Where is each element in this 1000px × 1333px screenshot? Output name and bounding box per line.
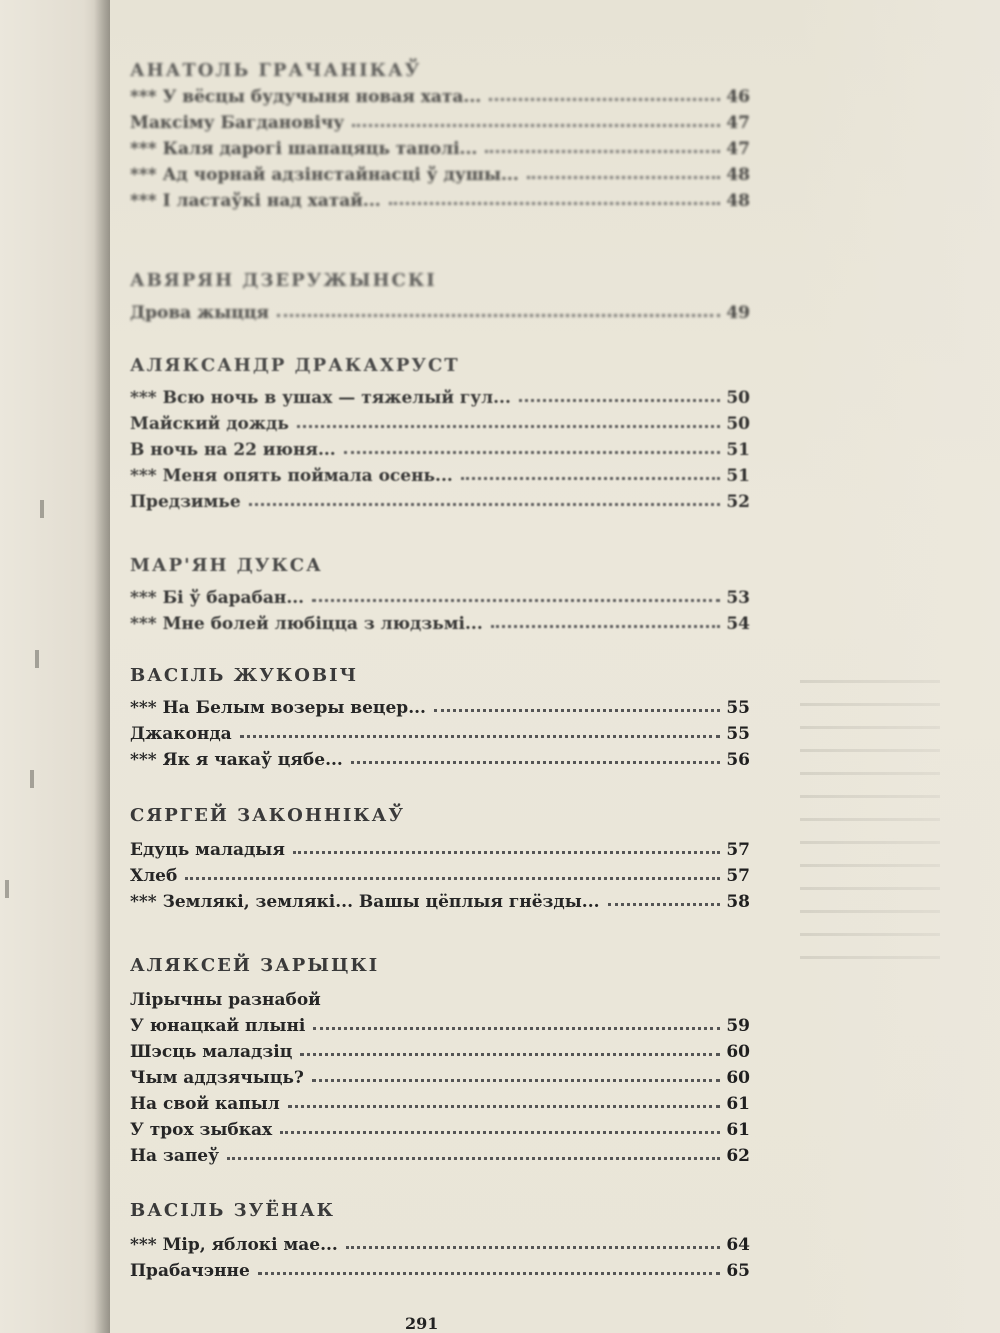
toc-entry bbox=[130, 582, 750, 608]
leader-dots bbox=[485, 150, 720, 153]
entry-page: 59 bbox=[726, 1016, 750, 1036]
entry-page: 60 bbox=[726, 1068, 750, 1088]
entry-title: *** На Белым возеры вецер... bbox=[130, 698, 426, 718]
entry-title: *** Всю ночь в ушах — тяжелый гул... bbox=[130, 388, 511, 408]
toc-entry bbox=[130, 382, 750, 408]
entry-title: *** Як я чакаў цябе... bbox=[130, 750, 343, 770]
toc-section bbox=[130, 355, 750, 512]
entry-title: *** Ад чорнай адзінстайнасці ў душы... bbox=[130, 165, 519, 185]
toc-entry bbox=[130, 297, 750, 323]
entry-title: В ночь на 22 июня... bbox=[130, 440, 336, 460]
entry-page: 54 bbox=[726, 614, 750, 634]
entry-page: 49 bbox=[726, 303, 750, 323]
leader-dots bbox=[608, 903, 720, 906]
entry-title: Максіму Багдановічу bbox=[130, 113, 345, 133]
leader-dots bbox=[344, 451, 720, 454]
entry-page: 52 bbox=[726, 492, 750, 512]
leader-dots bbox=[288, 1105, 720, 1108]
entry-title: Хлеб bbox=[130, 866, 178, 886]
page-number: 291 bbox=[405, 1314, 439, 1333]
leader-dots bbox=[352, 124, 720, 127]
toc-section bbox=[130, 805, 750, 912]
toc-entry bbox=[130, 1229, 750, 1255]
entry-title: *** Землякі, землякі... Вашы цёплыя гнёзды... bbox=[130, 892, 600, 912]
entry-page: 50 bbox=[726, 388, 750, 408]
leader-dots bbox=[312, 599, 720, 602]
toc-entry bbox=[130, 1114, 750, 1140]
leader-dots bbox=[346, 1246, 720, 1249]
leader-dots bbox=[351, 761, 720, 764]
toc-entry bbox=[130, 434, 750, 460]
toc-entry bbox=[130, 1255, 750, 1281]
author-name: АЛЯКСАНДР ДРАКАХРУСТ bbox=[130, 355, 460, 376]
toc-entry bbox=[130, 107, 750, 133]
leader-dots bbox=[461, 477, 720, 480]
entry-page: 51 bbox=[726, 466, 750, 486]
entry-page: 60 bbox=[726, 1042, 750, 1062]
entry-title: Едуць маладыя bbox=[130, 840, 285, 860]
entry-title: *** У вёсцы будучыня новая хата... bbox=[130, 87, 482, 107]
toc-section bbox=[130, 555, 750, 634]
author-name: АВЯРЯН ДЗЕРУЖЫНСКІ bbox=[130, 270, 437, 291]
entry-title: Прабачэнне bbox=[130, 1261, 250, 1281]
toc-entry bbox=[130, 692, 750, 718]
author-name: АЛЯКСЕЙ ЗАРЫЦКІ bbox=[130, 955, 380, 976]
entry-page: 48 bbox=[726, 165, 750, 185]
margin-mark bbox=[5, 880, 9, 898]
leader-dots bbox=[389, 202, 720, 205]
leader-dots bbox=[277, 314, 720, 317]
author-name: АНАТОЛЬ ГРАЧАНІКАЎ bbox=[130, 60, 422, 81]
leader-dots bbox=[491, 625, 720, 628]
entry-page: 48 bbox=[726, 191, 750, 211]
entry-page: 57 bbox=[726, 840, 750, 860]
entry-title: Дрова жыцця bbox=[130, 303, 269, 323]
entry-title: *** Мне болей любіцца з людзьмі... bbox=[130, 614, 483, 634]
entry-page: 62 bbox=[726, 1146, 750, 1166]
toc-entry bbox=[130, 185, 750, 211]
right-page bbox=[110, 0, 1000, 1333]
toc-entry bbox=[130, 886, 750, 912]
entry-page: 51 bbox=[726, 440, 750, 460]
leader-dots bbox=[489, 98, 720, 101]
toc-entry bbox=[130, 1062, 750, 1088]
toc-entry bbox=[130, 1140, 750, 1166]
entry-title: Предзимье bbox=[130, 492, 241, 512]
leader-dots bbox=[313, 1027, 720, 1030]
toc-entry bbox=[130, 460, 750, 486]
toc-section bbox=[130, 665, 750, 770]
toc-entry bbox=[130, 81, 750, 107]
entry-title: *** Бі ў барабан... bbox=[130, 588, 305, 608]
entry-title: Чым аддзячыць? bbox=[130, 1068, 304, 1088]
toc-entry bbox=[130, 486, 750, 512]
leader-dots bbox=[527, 176, 720, 179]
subtitle-text: Лірычны разнабой bbox=[130, 990, 321, 1010]
entry-page: 57 bbox=[726, 866, 750, 886]
leader-dots bbox=[227, 1157, 720, 1160]
leader-dots bbox=[240, 735, 720, 738]
toc-entry bbox=[130, 1010, 750, 1036]
toc-entry bbox=[130, 834, 750, 860]
author-name: ВАСІЛЬ ЗУЁНАК bbox=[130, 1200, 336, 1221]
entry-page: 64 bbox=[726, 1235, 750, 1255]
entry-title: На свой капыл bbox=[130, 1094, 280, 1114]
toc-section bbox=[130, 270, 750, 323]
entry-page: 55 bbox=[726, 724, 750, 744]
entry-title: *** Каля дарогі шапацяць таполі... bbox=[130, 139, 478, 159]
leader-dots bbox=[249, 503, 720, 506]
author-name: СЯРГЕЙ ЗАКОННІКАЎ bbox=[130, 805, 405, 826]
toc-entry bbox=[130, 608, 750, 634]
entry-page: 50 bbox=[726, 414, 750, 434]
show-through-text bbox=[800, 660, 940, 960]
margin-mark bbox=[30, 770, 34, 788]
entry-page: 58 bbox=[726, 892, 750, 912]
leader-dots bbox=[258, 1272, 720, 1275]
toc-section bbox=[130, 955, 750, 1166]
toc-entry bbox=[130, 1088, 750, 1114]
leader-dots bbox=[434, 709, 720, 712]
entry-title: *** Меня опять поймала осень... bbox=[130, 466, 453, 486]
margin-mark bbox=[40, 500, 44, 518]
leader-dots bbox=[312, 1079, 720, 1082]
entry-title: Майский дождь bbox=[130, 414, 289, 434]
entry-title: *** Мір, яблокі мае... bbox=[130, 1235, 338, 1255]
toc-entry bbox=[130, 860, 750, 886]
entry-page: 47 bbox=[726, 139, 750, 159]
entry-title: У трох зыбках bbox=[130, 1120, 273, 1140]
entry-title: Джаконда bbox=[130, 724, 232, 744]
toc-section bbox=[130, 60, 750, 211]
entry-page: 61 bbox=[726, 1120, 750, 1140]
entry-page: 53 bbox=[726, 588, 750, 608]
leader-dots bbox=[300, 1053, 720, 1056]
entry-title: У юнацкай плыні bbox=[130, 1016, 306, 1036]
author-name: МАР'ЯН ДУКСА bbox=[130, 555, 323, 576]
entry-page: 61 bbox=[726, 1094, 750, 1114]
leader-dots bbox=[293, 851, 720, 854]
entry-page: 46 bbox=[726, 87, 750, 107]
entry-page: 65 bbox=[726, 1261, 750, 1281]
toc-entry bbox=[130, 718, 750, 744]
toc-entry bbox=[130, 408, 750, 434]
leader-dots bbox=[297, 425, 720, 428]
entry-page: 47 bbox=[726, 113, 750, 133]
leader-dots bbox=[519, 399, 720, 402]
leader-dots bbox=[185, 877, 720, 880]
toc-entry bbox=[130, 744, 750, 770]
margin-mark bbox=[35, 650, 39, 668]
toc-entry bbox=[130, 133, 750, 159]
toc-section bbox=[130, 1200, 750, 1281]
entry-page: 55 bbox=[726, 698, 750, 718]
entry-title: На запеў bbox=[130, 1146, 220, 1166]
entry-title: Шэсць маладзіц bbox=[130, 1042, 293, 1062]
leader-dots bbox=[280, 1131, 720, 1134]
entry-page: 56 bbox=[726, 750, 750, 770]
toc-entry bbox=[130, 159, 750, 185]
toc-subtitle bbox=[130, 984, 750, 1010]
author-name: ВАСІЛЬ ЖУКОВІЧ bbox=[130, 665, 359, 686]
entry-title: *** І ластаўкі над хатай... bbox=[130, 191, 381, 211]
toc-entry bbox=[130, 1036, 750, 1062]
